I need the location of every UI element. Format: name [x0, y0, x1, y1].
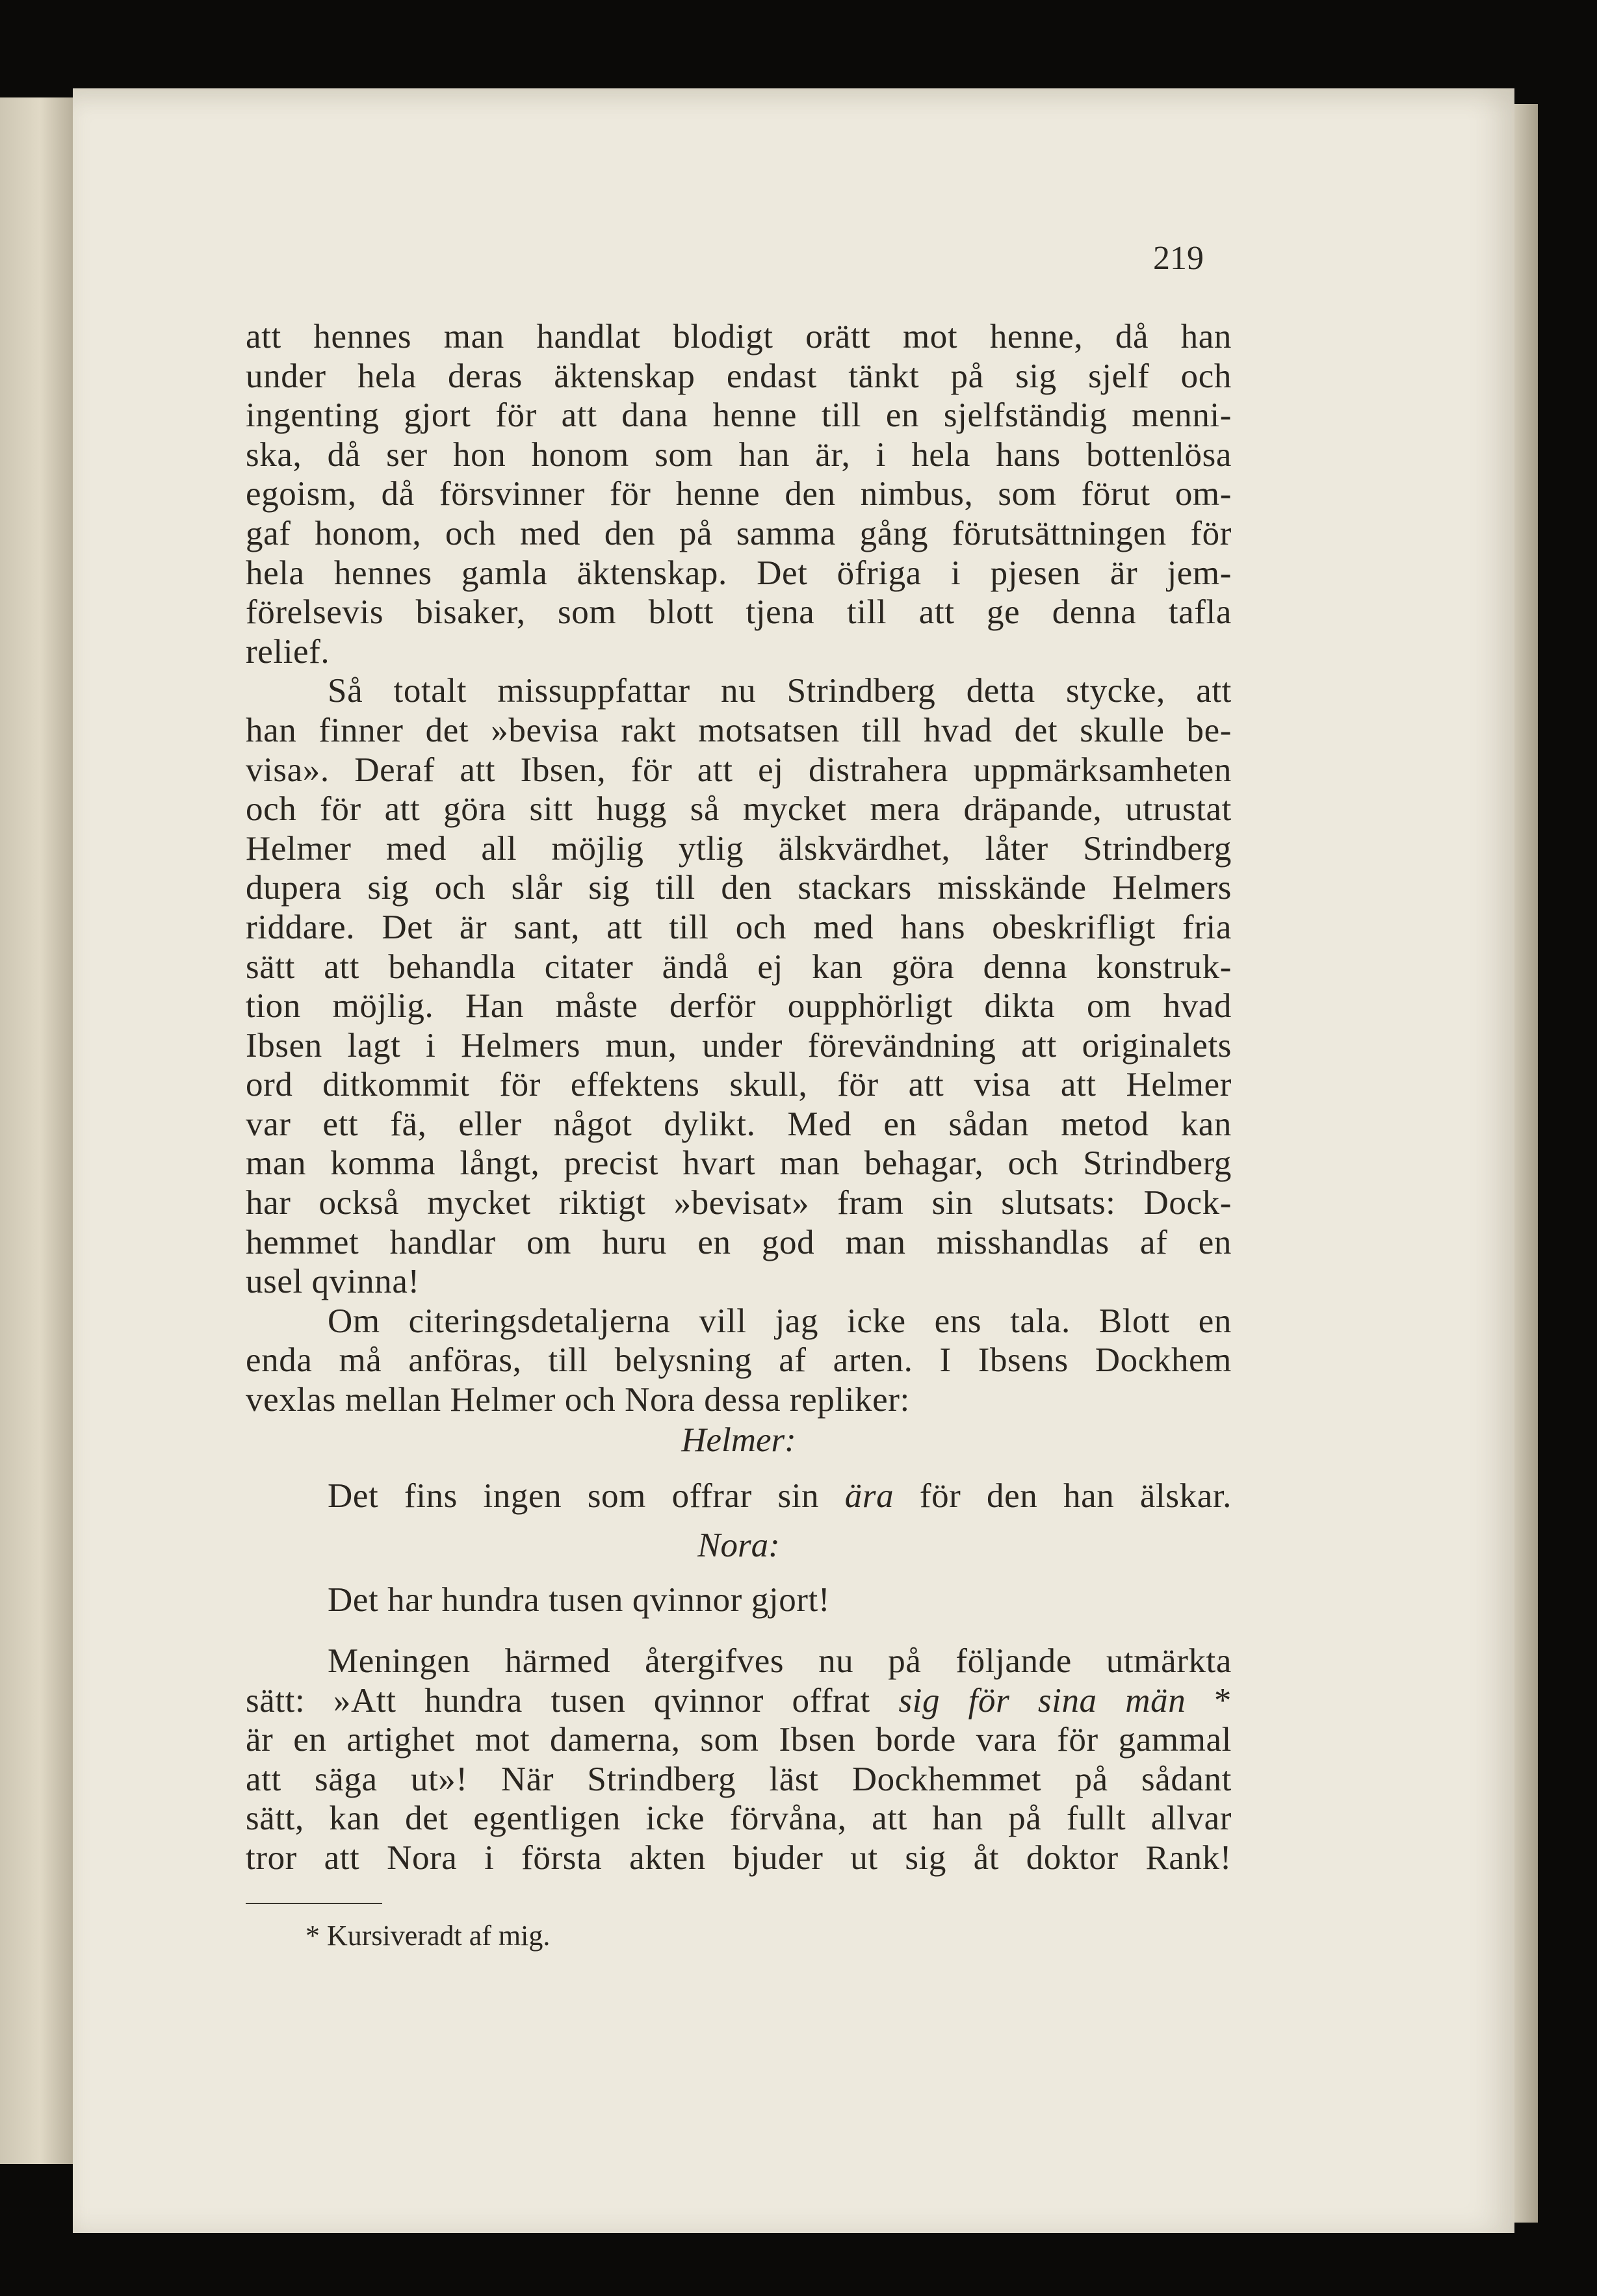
text-line: man komma långt, precist hvart man behagar, och Strindberg — [246, 1144, 1232, 1183]
body-text — [246, 317, 1232, 1420]
text-line: var ett fä, eller något dylikt. Med en sådan metod kan — [246, 1105, 1232, 1143]
footnote: * Kursiveradt af mig. — [305, 1920, 551, 1952]
adjacent-page-edge — [0, 97, 75, 2164]
text-line: usel qvinna! — [246, 1263, 420, 1301]
text-line: relief. — [246, 632, 330, 671]
text-line: ingenting gjort för att dana henne till en sjelfständig menni- — [246, 396, 1232, 435]
text-line: egoism, då försvinner för henne den nimbus, som förut om- — [246, 475, 1232, 513]
text-line: gaf honom, och med den på samma gång förutsättningen för — [246, 514, 1232, 552]
text-line: riddare. Det är sant, att till och med hans obeskrifligt fria — [246, 908, 1232, 946]
text-line: tion möjlig. Han måste derför oupphörligt dikta om hvad — [246, 987, 1232, 1025]
helmer-line — [328, 1477, 1232, 1516]
helmer-line-part: för den han älskar. — [894, 1477, 1232, 1515]
text-line: Om citeringsdetaljerna vill jag icke ens tala. Blott en — [328, 1302, 1232, 1340]
text-line: hemmet handlar om huru en god man misshandlas af en — [246, 1223, 1232, 1261]
text-line: och för att göra sitt hugg så mycket mera dräpande, utrustat — [246, 790, 1232, 829]
text-line: sätt, kan det egentligen icke förvåna, att han på fullt allvar — [246, 1799, 1232, 1838]
footnote-marker: * — [1186, 1681, 1232, 1720]
text-emphasis: sig för sina män — [898, 1681, 1186, 1720]
text-line: Ibsen lagt i Helmers mun, under förevändning att originalets — [246, 1026, 1232, 1064]
page-number: 219 — [1153, 240, 1204, 277]
text-line: tror att Nora i första akten bjuder ut sig åt doktor Rank! — [246, 1838, 1232, 1877]
text-line: att säga ut»! När Strindberg läst Dockhemmet på sådant — [246, 1760, 1232, 1798]
page-fore-edge — [1514, 104, 1538, 2223]
text-line: under hela deras äktenskap endast tänkt på sig sjelf och — [246, 357, 1232, 395]
text-line: vexlas mellan Helmer och Nora dessa repliker: — [246, 1381, 910, 1419]
text-line: visa». Deraf att Ibsen, för att ej distrahera uppmärksamheten — [246, 751, 1232, 789]
speaker-helmer: Helmer: — [681, 1421, 796, 1459]
text-line: dupera sig och slår sig till den stackars misskände Helmers — [246, 869, 1232, 907]
text-line: förelsevis bisaker, som blott tjena till att ge denna tafla — [246, 593, 1232, 632]
text-line: sätt att behandla citater ändå ej kan göra denna konstruk- — [246, 948, 1232, 986]
closing-paragraph — [246, 1642, 1232, 1878]
text-line: hela hennes gamla äktenskap. Det öfriga i pjesen är jem- — [246, 554, 1232, 592]
text-line — [246, 1681, 1232, 1721]
text-part: sätt: »Att hundra tusen qvinnor offrat — [246, 1681, 899, 1720]
text-line: Helmer med all möjlig ytlig älskvärdhet, låter Strindberg — [246, 829, 1232, 868]
text-line: ord ditkommit för effektens skull, för att visa att Helmer — [246, 1066, 1232, 1104]
text-line: Så totalt missuppfattar nu Strindberg detta stycke, att — [328, 672, 1232, 710]
text-line: han finner det »bevisa rakt motsatsen till hvad det skulle be- — [246, 711, 1232, 749]
footnote-rule — [246, 1903, 382, 1904]
text-line: enda må anföras, till belysning af arten. I Ibsens Dockhem — [246, 1341, 1232, 1380]
text-line: Meningen härmed återgifves nu på följande utmärkta — [328, 1642, 1232, 1680]
helmer-line-part: Det fins ingen som offrar sin — [328, 1477, 845, 1515]
text-line: är en artighet mot damerna, som Ibsen borde vara för gammal — [246, 1721, 1232, 1759]
speaker-nora: Nora: — [697, 1527, 780, 1564]
helmer-line-emphasis: ära — [844, 1477, 894, 1515]
text-line: har också mycket riktigt »bevisat» fram sin slutsats: Dock- — [246, 1184, 1232, 1222]
nora-line: Det har hundra tusen qvinnor gjort! — [328, 1581, 831, 1619]
text-line: ska, då ser hon honom som han är, i hela hans bottenlösa — [246, 435, 1232, 474]
text-line: att hennes man handlat blodigt orätt mot henne, då han — [246, 318, 1232, 355]
